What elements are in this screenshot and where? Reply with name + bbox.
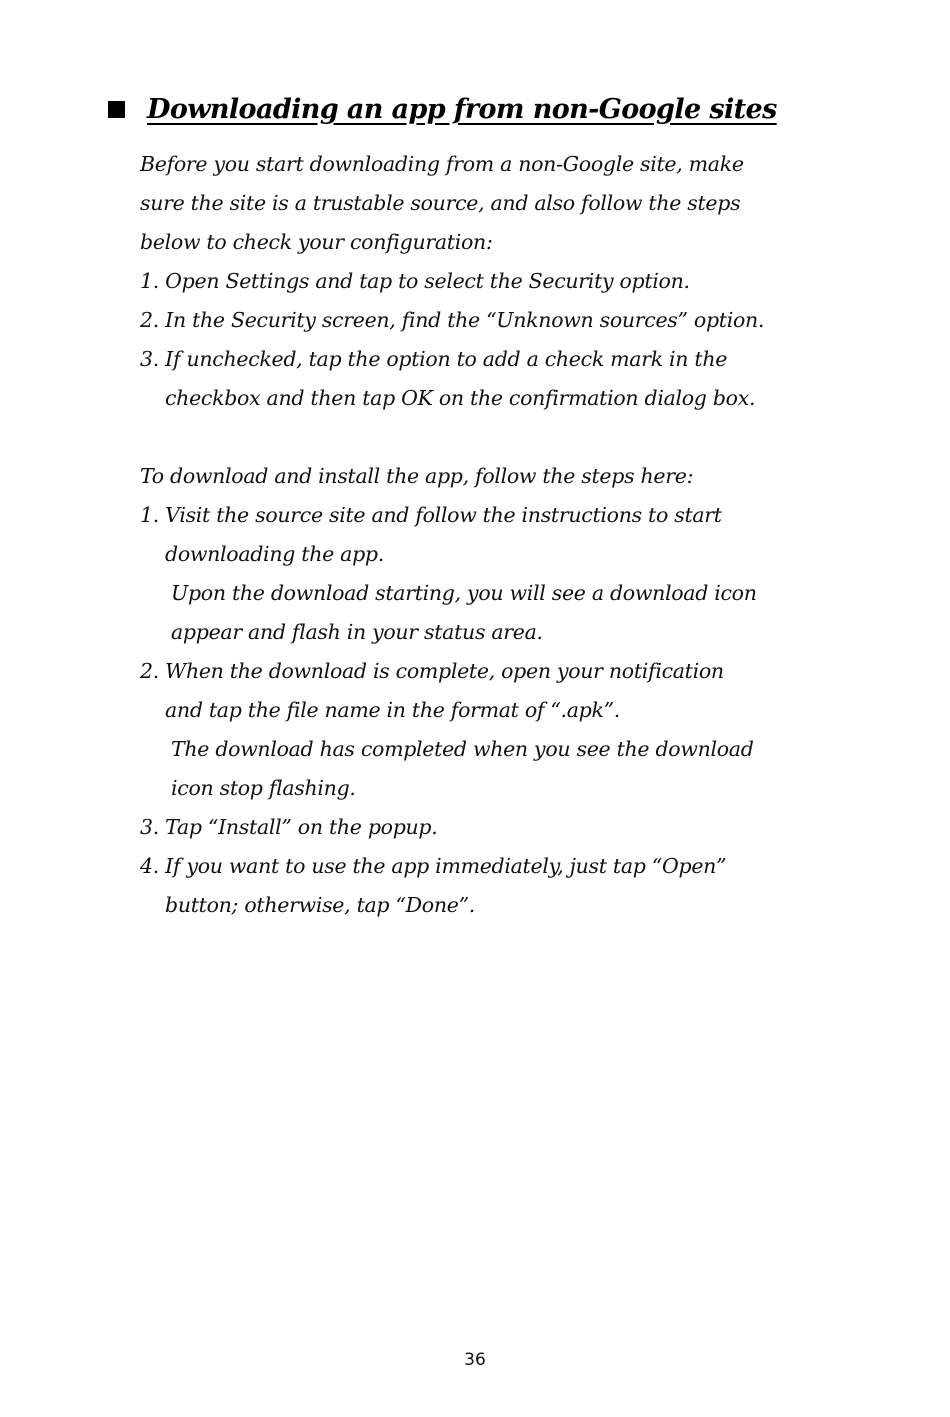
install-step-2-note-line-1: The download has completed when you see the download: [171, 737, 754, 761]
config-step-3-continuation: checkbox and then tap OK on the confirmation dialog box.: [165, 386, 756, 410]
section-heading: [108, 84, 848, 134]
page-number: 36: [464, 1350, 486, 1370]
install-step-1: 1. Visit the source site and follow the instructions to start: [140, 503, 722, 527]
install-step-1-continuation: downloading the app.: [165, 542, 384, 566]
paragraph-gap: [140, 418, 860, 457]
document-body: [140, 145, 860, 925]
install-step-4: 4. If you want to use the app immediately, just tap “Open”: [140, 854, 727, 878]
install-intro: To download and install the app, follow the steps here:: [140, 464, 694, 488]
install-step-1-note-line-2: appear and flash in your status area.: [171, 620, 543, 644]
intro-line-3: below to check your configuration:: [140, 230, 493, 254]
config-step-1: 1. Open Settings and tap to select the Security option.: [140, 269, 690, 293]
install-step-1-note-line-1: Upon the download starting, you will see a download icon: [171, 581, 757, 605]
install-step-2: 2. When the download is complete, open your notification: [140, 659, 724, 683]
install-step-4-continuation: button; otherwise, tap “Done”.: [165, 893, 475, 917]
install-step-2-continuation: and tap the file name in the format of “.apk”.: [165, 698, 621, 722]
intro-line-2: sure the site is a trustable source, and also follow the steps: [140, 191, 741, 215]
section-title: Downloading an app from non-Google sites: [147, 93, 777, 125]
config-step-3: 3. If unchecked, tap the option to add a check mark in the: [140, 347, 728, 371]
square-bullet-icon: [108, 101, 125, 118]
install-step-2-note-line-2: icon stop flashing.: [171, 776, 356, 800]
config-step-2: 2. In the Security screen, find the “Unknown sources” option.: [140, 308, 765, 332]
install-step-3: 3. Tap “Install” on the popup.: [140, 815, 438, 839]
intro-line-1: Before you start downloading from a non-Google site, make: [140, 152, 744, 176]
